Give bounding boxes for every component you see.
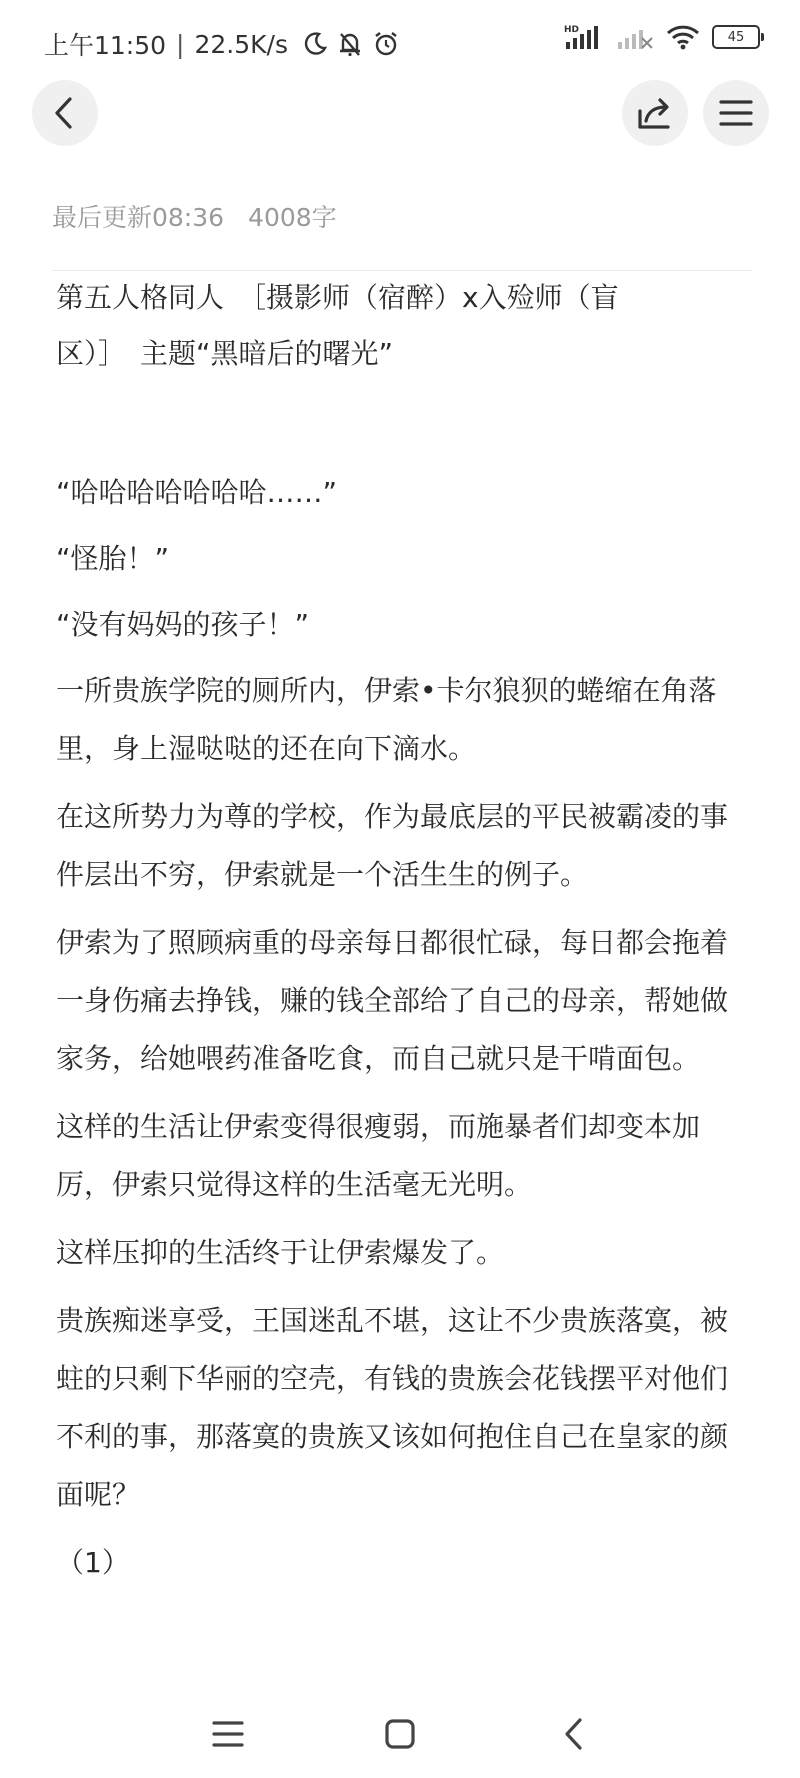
signal-icon <box>564 24 604 50</box>
paragraph: 这样压抑的生活终于让伊索爆发了。 <box>56 1236 505 1269</box>
status-separator: | <box>176 29 185 59</box>
share-button[interactable] <box>622 80 688 146</box>
status-time: 上午11:50 <box>44 31 167 60</box>
home-button[interactable] <box>370 1704 430 1764</box>
home-icon <box>384 1718 416 1750</box>
back-icon <box>561 1717 587 1751</box>
system-nav-bar <box>0 1690 800 1778</box>
battery-icon <box>712 25 760 49</box>
paragraph: 伊索为了照顾病重的母亲每日都很忙碌，每日都会拖着一身伤痛去挣钱，赚的钱全部给了自己的母亲，帮她做家务，给她喂药准备吃食，而自己就只是干啃面包。 <box>56 926 729 1075</box>
title-line-1: 第五人格同人 ［摄影师（宿醉）x入殓师（盲 <box>56 281 619 314</box>
alarm-icon <box>372 30 400 58</box>
recent-apps-icon <box>211 1719 245 1749</box>
article-title <box>56 270 696 382</box>
paragraph: 一所贵族学院的厕所内，伊索•卡尔狼狈的蜷缩在角落里，身上湿哒哒的还在向下滴水。 <box>56 674 717 765</box>
back-button[interactable] <box>32 80 98 146</box>
article-meta <box>52 198 337 234</box>
menu-button[interactable] <box>703 80 769 146</box>
paragraph: 在这所势力为尊的学校，作为最底层的平民被霸凌的事件层出不穷，伊索就是一个活生生的例子。 <box>56 800 729 891</box>
paragraph: “没有妈妈的孩子！” <box>56 608 310 641</box>
paragraph: 贵族痴迷享受，王国迷乱不堪，这让不少贵族落寞，被蛀的只剩下华丽的空壳，有钱的贵族会花钱摆平对他们不利的事，那落寞的贵族又该如何抱住自己在皇家的颜面呢？ <box>56 1304 729 1511</box>
network-speed: 22.5K/s <box>194 29 288 59</box>
status-left <box>44 26 400 62</box>
battery-level: 45 <box>727 29 745 45</box>
system-back-button[interactable] <box>544 1704 604 1764</box>
paragraph: “怪胎！” <box>56 542 170 575</box>
last-updated: 最后更新08:36 <box>52 203 225 232</box>
article-body <box>56 464 732 1602</box>
moon-icon <box>302 31 328 57</box>
paragraph: 这样的生活让伊索变得很瘦弱，而施暴者们却变本加厉，伊索只觉得这样的生活毫无光明。 <box>56 1110 701 1201</box>
wifi-icon <box>666 24 700 50</box>
svg-text:HD: HD <box>564 25 580 35</box>
status-right <box>564 24 760 50</box>
recent-apps-button[interactable] <box>198 1704 258 1764</box>
mute-bell-icon <box>336 30 364 58</box>
word-count: 4008字 <box>248 203 337 232</box>
title-line-2: 区）］ 主题“黑暗后的曙光” <box>56 337 394 370</box>
share-icon <box>636 95 674 131</box>
signal-weak-icon <box>616 24 654 50</box>
status-icons-left <box>302 30 400 58</box>
status-bar <box>0 0 800 86</box>
hamburger-menu-icon <box>719 98 753 128</box>
chevron-left-icon <box>50 96 80 130</box>
paragraph: “哈哈哈哈哈哈哈……” <box>56 476 338 509</box>
paragraph: （1） <box>56 1546 130 1579</box>
